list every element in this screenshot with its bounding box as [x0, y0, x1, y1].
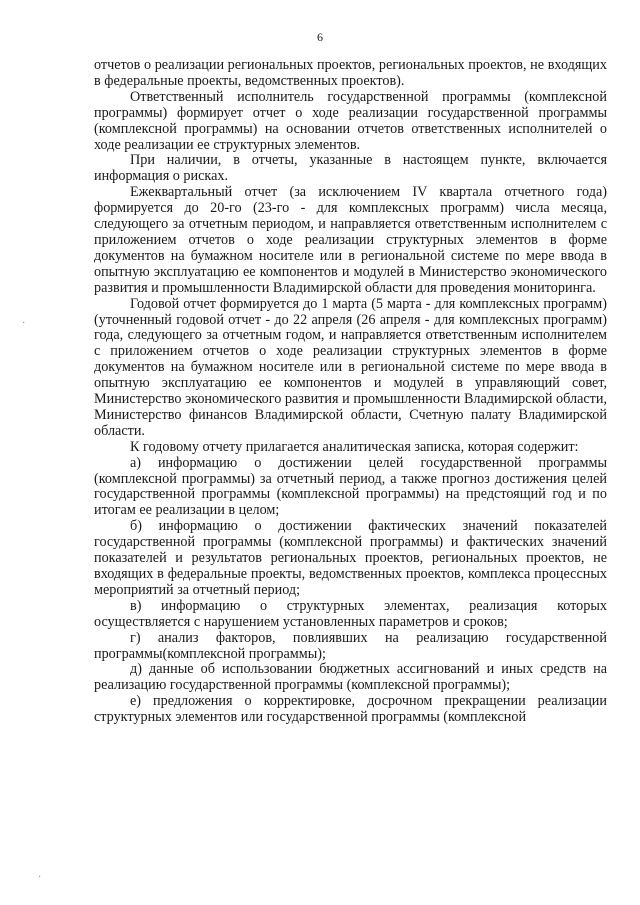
- list-item: г) анализ факторов, повлиявших на реализацию государственной программы(комплексной программы);: [94, 629, 607, 662]
- list-item: е) предложения о корректировке, досрочном прекращении реализации структурных элементов или государственной программы (комплексной: [94, 693, 607, 726]
- list-item: б) информацию о достижении фактических значений показателей государственной программы (комплексной программы) и фактических значений показателей и результатов региональных проектов, региональных проектов, не входящих в федеральные проекты, ведомственных проектов, комплекса процессных мероприятий за отчетный период;: [94, 518, 607, 598]
- paragraph: При наличии, в отчеты, указанные в настоящем пункте, включается информация о рисках.: [94, 152, 607, 185]
- paragraph: Ответственный исполнитель государственной программы (комплексной программы) формирует отчет о ходе реализации государственной программы (комплексной программы) на основании отчетов ответственных исполнителей о ходе реализации ее структурных элементов.: [94, 88, 607, 153]
- list-item: д) данные об использовании бюджетных ассигнований и иных средств на реализацию государственной программы (комплексной программы);: [94, 661, 607, 694]
- scan-speck: ·: [38, 872, 42, 883]
- page-number: 6: [317, 30, 323, 44]
- body-text: [94, 58, 607, 726]
- list-item: в) информацию о структурных элементах, реализация которых осуществляется с нарушением установленных параметров и сроков;: [94, 597, 607, 630]
- scan-speck: ·: [22, 318, 26, 329]
- paragraph: К годовому отчету прилагается аналитическая записка, которая содержит:: [130, 438, 579, 455]
- paragraph: Годовой отчет формируется до 1 марта (5 марта - для комплексных программ) (уточненный годовой отчет - до 22 апреля (26 апреля - для комплексных программ) года, следующего за отчетным годом, и направляется ответственным исполнителем с приложением отчетов о ходе реализации структурных элементов в форме документов на бумажном носителе или в региональной системе по мере ввода в опытную эксплуатацию ее компонентов и модулей в управляющий совет, Министерство экономического развития и промышленности Владимирской области, Министерство финансов Владимирской области, Счетную палату Владимирской области.: [94, 295, 607, 439]
- paragraph: отчетов о реализации региональных проектов, региональных проектов, не входящих в федеральные проекты, ведомственных проектов).: [94, 57, 607, 89]
- list-item: а) информацию о достижении целей государственной программы (комплексной программы) за отчетный период, а также прогноз достижения целей государственной программы (комплексной программы) на предстоящий год и по итогам ее реализации в целом;: [94, 454, 607, 519]
- paragraph: Ежеквартальный отчет (за исключением IV квартала отчетного года) формируется до 20-го (23-го - для комплексных программ) числа месяца, следующего за отчетным периодом, и направляется ответственным исполнителем с приложением отчетов о ходе реализации структурных элементов в форме документов на бумажном носителе или в региональной системе по мере ввода в опытную эксплуатацию ее компонентов и модулей в Министерство экономического развития и промышленности Владимирской области для проведения мониторинга.: [94, 184, 607, 296]
